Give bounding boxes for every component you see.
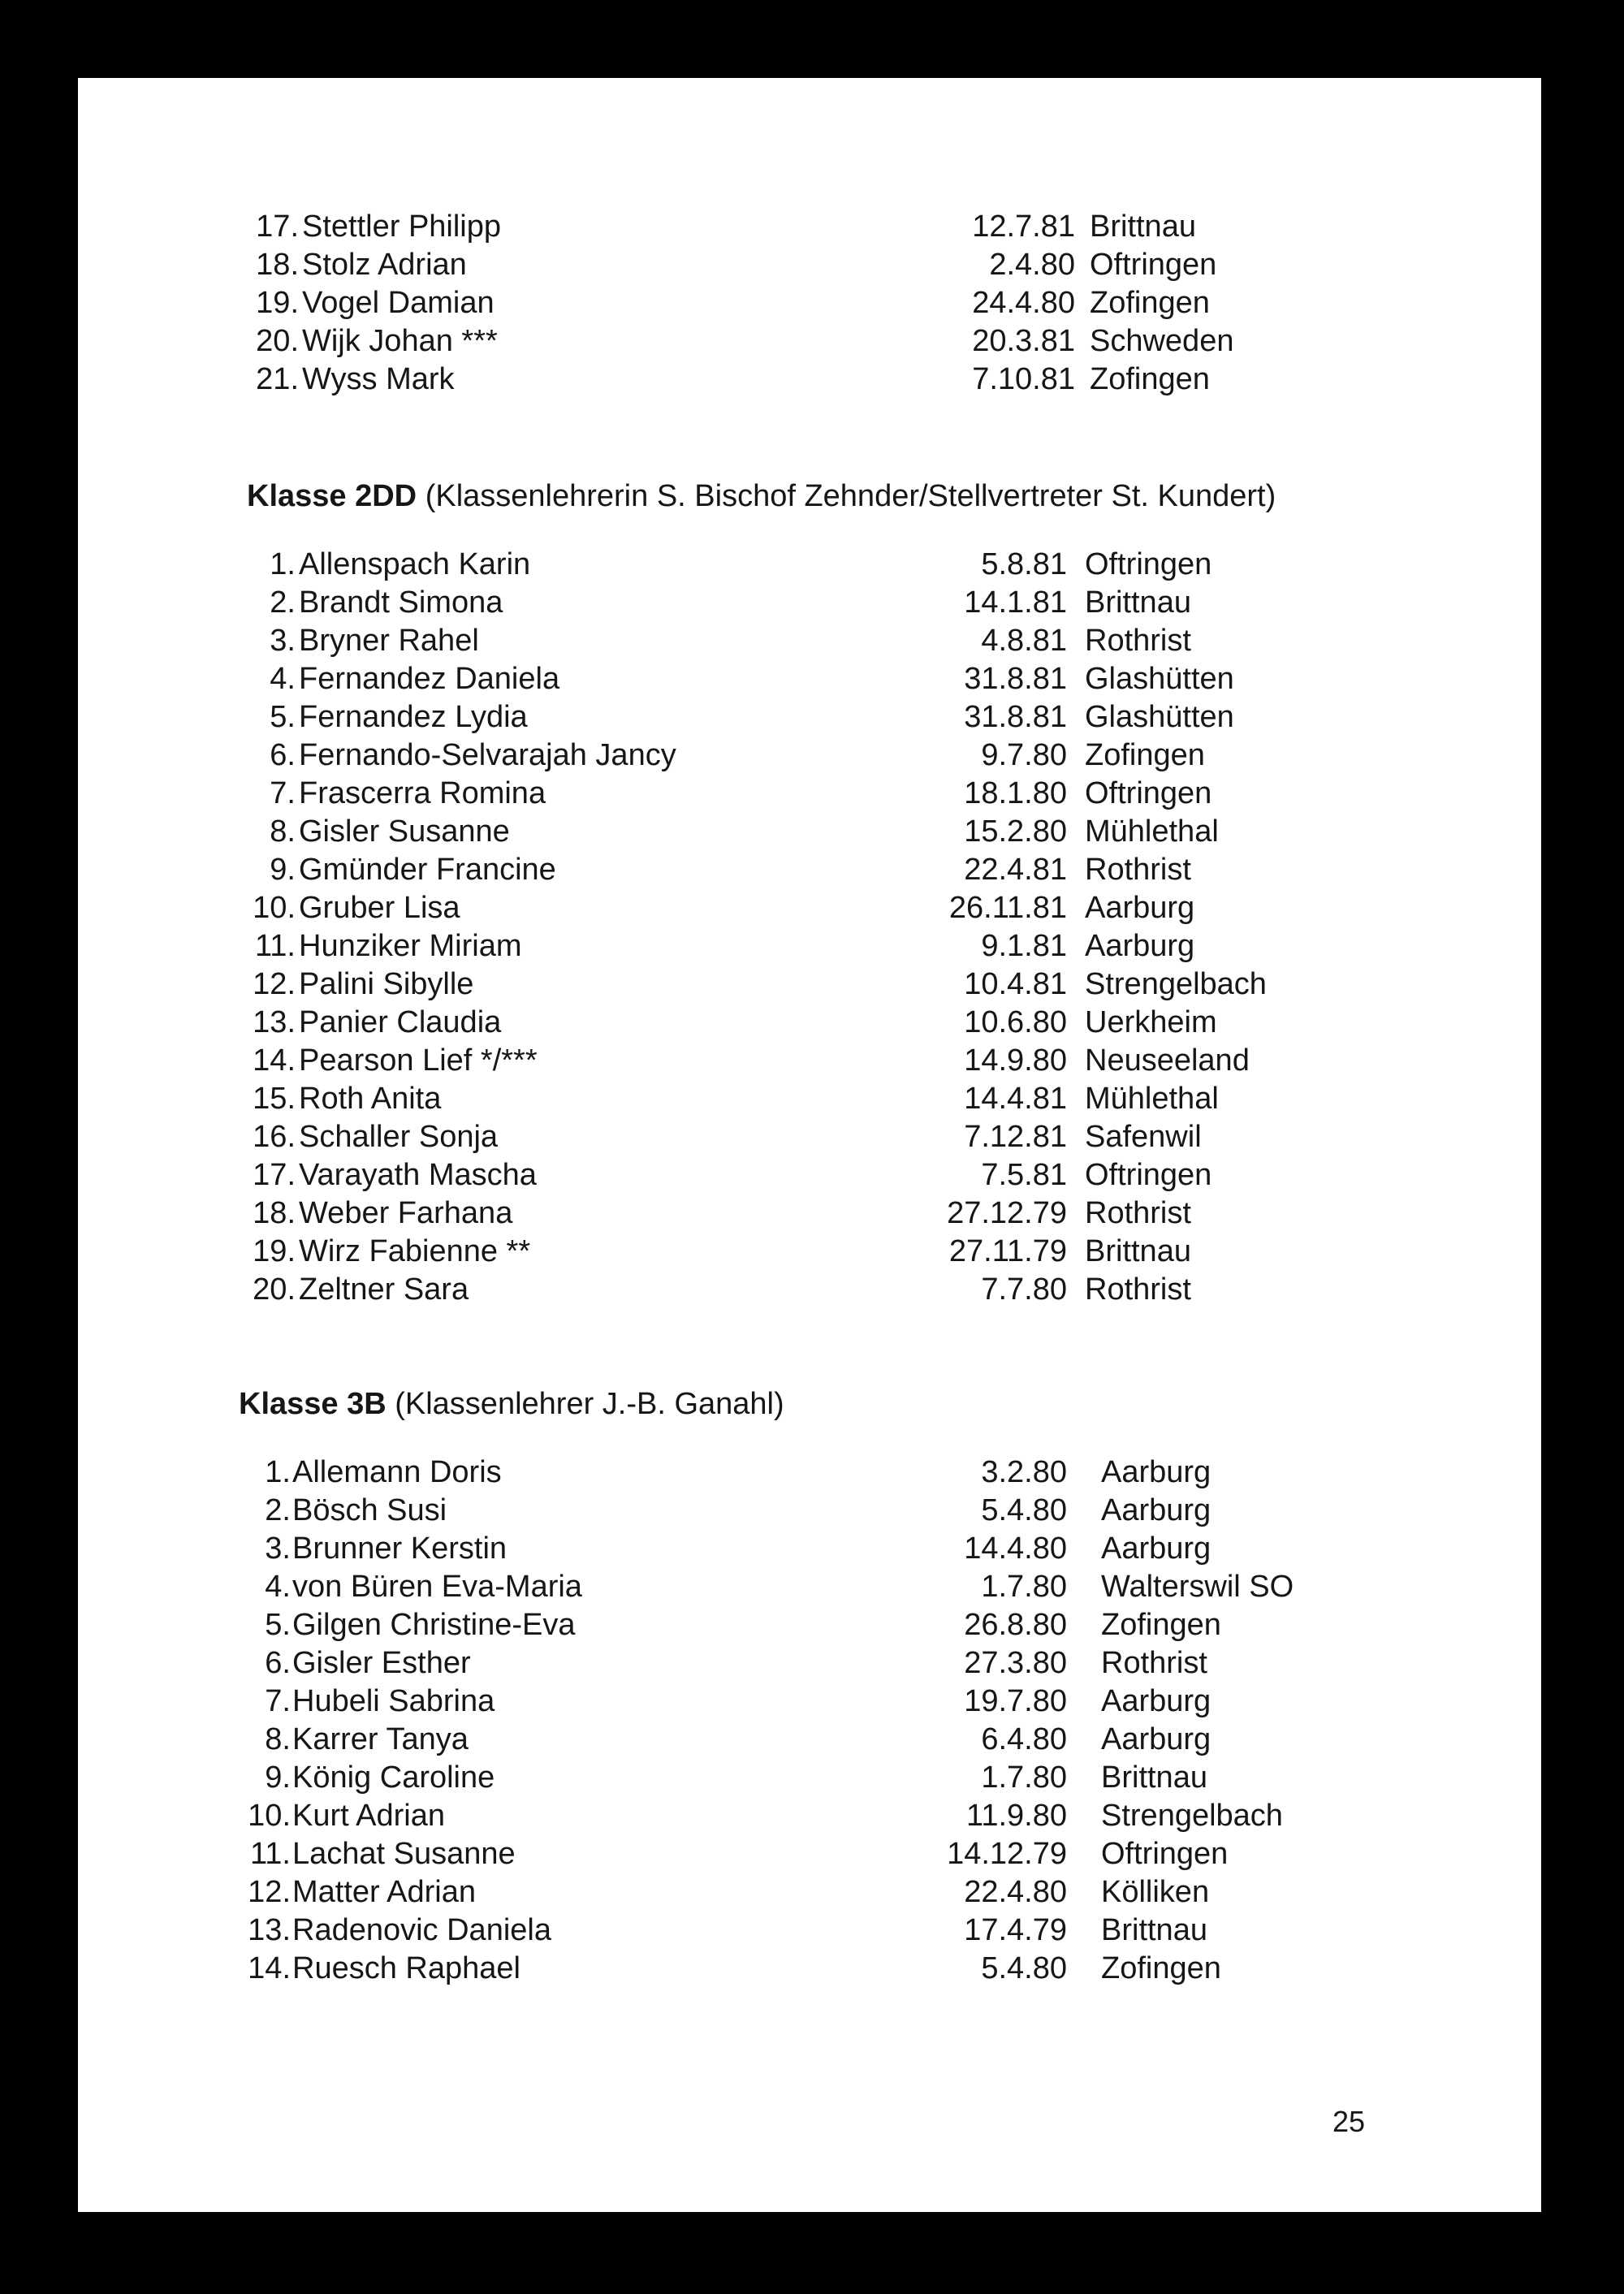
home-town: Strengelbach	[1085, 967, 1267, 1001]
home-town: Glashütten	[1085, 662, 1234, 696]
student-name: Fernandez Lydia	[299, 700, 528, 734]
student-number: 11.	[249, 1837, 291, 1871]
birth-date: 14.9.80	[964, 1043, 1067, 1078]
birth-date: 7.7.80	[981, 1272, 1067, 1307]
student-number: 8.	[270, 814, 296, 849]
student-number: 15.	[253, 1082, 296, 1116]
home-town: Brittnau	[1101, 1913, 1207, 1947]
birth-date: 14.4.81	[964, 1082, 1067, 1116]
student-row	[78, 1912, 1541, 1950]
student-row	[78, 1004, 1541, 1042]
class-3b-heading	[239, 1385, 784, 1423]
birth-date: 22.4.80	[964, 1875, 1067, 1909]
birth-date: 27.3.80	[964, 1646, 1067, 1680]
birth-date: 12.7.81	[972, 210, 1075, 244]
home-town: Rothrist	[1101, 1646, 1207, 1680]
home-town: Kölliken	[1101, 1875, 1210, 1909]
student-number: 12.	[248, 1875, 291, 1909]
student-number: 13.	[253, 1005, 296, 1039]
birth-date: 22.4.81	[964, 853, 1067, 887]
student-number: 16.	[253, 1120, 296, 1154]
class-3b-title: Klasse 3B	[239, 1387, 387, 1421]
home-town: Aarburg	[1101, 1493, 1212, 1527]
student-row	[78, 1721, 1541, 1759]
home-town: Rothrist	[1085, 1196, 1191, 1230]
birth-date: 9.1.81	[981, 929, 1067, 963]
home-town: Zofingen	[1090, 362, 1210, 396]
student-row	[78, 1492, 1541, 1530]
student-name: Stettler Philipp	[302, 210, 502, 244]
student-number: 17.	[253, 1158, 296, 1192]
home-town: Safenwil	[1085, 1120, 1202, 1154]
student-row	[78, 1156, 1541, 1195]
student-row	[78, 1759, 1541, 1797]
student-name: Gruber Lisa	[299, 891, 460, 925]
student-name: Varayath Mascha	[299, 1158, 537, 1192]
birth-date: 31.8.81	[964, 700, 1067, 734]
student-name: Frascerra Romina	[299, 776, 546, 810]
birth-date: 17.4.79	[964, 1913, 1067, 1947]
birth-date: 14.12.79	[947, 1837, 1067, 1871]
student-row	[78, 698, 1541, 737]
home-town: Aarburg	[1101, 1722, 1212, 1756]
birth-date: 26.8.80	[964, 1608, 1067, 1642]
student-name: Gmünder Francine	[299, 853, 556, 887]
home-town: Neuseeland	[1085, 1043, 1250, 1078]
student-number: 19.	[256, 286, 299, 320]
birth-date: 20.3.81	[972, 324, 1075, 358]
student-number: 9.	[265, 1760, 291, 1795]
birth-date: 6.4.80	[981, 1722, 1067, 1756]
student-row	[78, 322, 1541, 361]
student-number: 18.	[253, 1196, 296, 1230]
student-name: Hunziker Miriam	[299, 929, 522, 963]
student-row	[78, 246, 1541, 284]
student-number: 5.	[270, 700, 296, 734]
student-row	[78, 208, 1541, 246]
birth-date: 14.4.80	[964, 1531, 1067, 1566]
student-name: Schaller Sonja	[299, 1120, 499, 1154]
home-town: Brittnau	[1085, 1234, 1191, 1268]
birth-date: 18.1.80	[964, 776, 1067, 810]
home-town: Rothrist	[1085, 1272, 1191, 1307]
student-number: 5.	[265, 1608, 291, 1642]
student-number: 21.	[256, 362, 299, 396]
student-row	[78, 1080, 1541, 1118]
student-number: 10.	[253, 891, 296, 925]
home-town: Brittnau	[1101, 1760, 1207, 1795]
student-number: 1.	[265, 1455, 291, 1489]
student-number: 13.	[248, 1913, 291, 1947]
home-town: Walterswil SO	[1101, 1570, 1294, 1604]
student-row	[78, 1568, 1541, 1606]
student-number: 19.	[253, 1234, 296, 1268]
student-name: Gilgen Christine-Eva	[292, 1608, 576, 1642]
home-town: Aarburg	[1101, 1455, 1212, 1489]
birth-date: 1.7.80	[981, 1760, 1067, 1795]
student-row	[78, 1530, 1541, 1568]
student-row	[78, 889, 1541, 927]
home-town: Schweden	[1090, 324, 1234, 358]
student-number: 14.	[248, 1951, 291, 1985]
student-number: 2.	[265, 1493, 291, 1527]
birth-date: 31.8.81	[964, 662, 1067, 696]
student-name: Zeltner Sara	[299, 1272, 469, 1307]
home-town: Oftringen	[1085, 547, 1212, 581]
student-number: 14.	[253, 1043, 296, 1078]
student-name: Radenovic Daniela	[292, 1913, 551, 1947]
student-name: Ruesch Raphael	[292, 1951, 520, 1985]
student-name: Karrer Tanya	[292, 1722, 469, 1756]
birth-date: 14.1.81	[964, 585, 1067, 620]
home-town: Zofingen	[1101, 1951, 1221, 1985]
student-row	[78, 1873, 1541, 1912]
home-town: Zofingen	[1085, 738, 1205, 772]
student-name: Gisler Susanne	[299, 814, 510, 849]
student-name: Weber Farhana	[299, 1196, 513, 1230]
home-town: Strengelbach	[1101, 1799, 1283, 1833]
student-row	[78, 1271, 1541, 1309]
student-name: Brandt Simona	[299, 585, 503, 620]
student-name: Panier Claudia	[299, 1005, 502, 1039]
student-name: Allenspach Karin	[299, 547, 531, 581]
student-number: 20.	[253, 1272, 296, 1307]
birth-date: 7.5.81	[981, 1158, 1067, 1192]
birth-date: 7.10.81	[972, 362, 1075, 396]
student-number: 4.	[265, 1570, 291, 1604]
birth-date: 5.8.81	[981, 547, 1067, 581]
student-row	[78, 1118, 1541, 1156]
birth-date: 5.4.80	[981, 1493, 1067, 1527]
birth-date: 5.4.80	[981, 1951, 1067, 1985]
home-town: Brittnau	[1085, 585, 1191, 620]
student-number: 18.	[256, 248, 299, 282]
student-number: 17.	[256, 210, 299, 244]
birth-date: 10.6.80	[964, 1005, 1067, 1039]
student-name: Gisler Esther	[292, 1646, 471, 1680]
student-row	[78, 927, 1541, 966]
student-row	[78, 1195, 1541, 1233]
student-row	[78, 1835, 1541, 1873]
student-name: Allemann Doris	[292, 1455, 502, 1489]
class-2dd-teacher: (Klassenlehrerin S. Bischof Zehnder/Stellvertreter St. Kundert)	[425, 479, 1276, 513]
page-number: 25	[1332, 2105, 1366, 2138]
birth-date: 26.11.81	[948, 891, 1067, 925]
home-town: Aarburg	[1085, 929, 1195, 963]
student-number: 6.	[270, 738, 296, 772]
student-name: Lachat Susanne	[292, 1837, 516, 1871]
student-row	[78, 546, 1541, 584]
class-2dd-heading	[247, 477, 1276, 516]
student-name: Wyss Mark	[302, 362, 455, 396]
student-number: 1.	[270, 547, 296, 581]
class-3b-teacher: (Klassenlehrer J.-B. Ganahl)	[395, 1387, 784, 1421]
student-name: Stolz Adrian	[302, 248, 467, 282]
birth-date: 27.11.79	[948, 1234, 1067, 1268]
home-town: Glashütten	[1085, 700, 1234, 734]
student-number: 2.	[270, 585, 296, 620]
student-name: Palini Sibylle	[299, 967, 474, 1001]
student-name: Matter Adrian	[292, 1875, 476, 1909]
student-name: Fernandez Daniela	[299, 662, 560, 696]
home-town: Oftringen	[1101, 1837, 1229, 1871]
birth-date: 7.12.81	[964, 1120, 1067, 1154]
student-name: von Büren Eva-Maria	[292, 1570, 582, 1604]
student-name: Wirz Fabienne **	[299, 1234, 531, 1268]
student-row	[78, 584, 1541, 622]
home-town: Zofingen	[1101, 1608, 1221, 1642]
student-name: Bryner Rahel	[299, 624, 479, 658]
student-row	[78, 1606, 1541, 1644]
home-town: Rothrist	[1085, 853, 1191, 887]
home-town: Aarburg	[1101, 1531, 1212, 1566]
student-name: Kurt Adrian	[292, 1799, 445, 1833]
document-page	[78, 78, 1541, 2212]
birth-date: 24.4.80	[972, 286, 1075, 320]
student-name: Fernando-Selvarajah Jancy	[299, 738, 676, 772]
student-row	[78, 1233, 1541, 1271]
student-row	[78, 737, 1541, 775]
student-name: König Caroline	[292, 1760, 495, 1795]
student-number: 10.	[248, 1799, 291, 1833]
home-town: Mühlethal	[1085, 814, 1219, 849]
student-number: 8.	[265, 1722, 291, 1756]
home-town: Mühlethal	[1085, 1082, 1219, 1116]
student-name: Pearson Lief */***	[299, 1043, 538, 1078]
home-town: Uerkheim	[1085, 1005, 1217, 1039]
birth-date: 3.2.80	[981, 1455, 1067, 1489]
student-name: Bösch Susi	[292, 1493, 447, 1527]
home-town: Oftringen	[1090, 248, 1217, 282]
student-name: Roth Anita	[299, 1082, 442, 1116]
home-town: Rothrist	[1085, 624, 1191, 658]
birth-date: 9.7.80	[981, 738, 1067, 772]
student-row	[78, 284, 1541, 322]
student-row	[78, 1683, 1541, 1721]
birth-date: 2.4.80	[989, 248, 1075, 282]
student-number: 3.	[265, 1531, 291, 1566]
home-town: Aarburg	[1101, 1684, 1212, 1718]
student-number: 7.	[270, 776, 296, 810]
birth-date: 27.12.79	[947, 1196, 1067, 1230]
student-row	[78, 1042, 1541, 1080]
birth-date: 11.9.80	[966, 1799, 1067, 1833]
home-town: Aarburg	[1085, 891, 1195, 925]
student-row	[78, 1454, 1541, 1492]
student-row	[78, 1950, 1541, 1988]
student-number: 12.	[253, 967, 296, 1001]
home-town: Oftringen	[1085, 1158, 1212, 1192]
student-number: 4.	[270, 662, 296, 696]
student-number: 7.	[265, 1684, 291, 1718]
student-name: Vogel Damian	[302, 286, 495, 320]
home-town: Zofingen	[1090, 286, 1210, 320]
student-row	[78, 851, 1541, 889]
student-number: 6.	[265, 1646, 291, 1680]
home-town: Oftringen	[1085, 776, 1212, 810]
class-2dd-title: Klasse 2DD	[247, 479, 417, 513]
student-number: 20.	[256, 324, 299, 358]
student-row	[78, 1644, 1541, 1683]
home-town: Brittnau	[1090, 210, 1196, 244]
student-number: 9.	[270, 853, 296, 887]
student-number: 11.	[254, 929, 296, 963]
student-row	[78, 1797, 1541, 1835]
student-row	[78, 622, 1541, 660]
student-row	[78, 813, 1541, 851]
student-number: 3.	[270, 624, 296, 658]
birth-date: 19.7.80	[964, 1684, 1067, 1718]
student-row	[78, 966, 1541, 1004]
birth-date: 15.2.80	[964, 814, 1067, 849]
birth-date: 1.7.80	[981, 1570, 1067, 1604]
student-name: Hubeli Sabrina	[292, 1684, 495, 1718]
student-name: Wijk Johan ***	[302, 324, 498, 358]
student-name: Brunner Kerstin	[292, 1531, 508, 1566]
birth-date: 10.4.81	[964, 967, 1067, 1001]
birth-date: 4.8.81	[981, 624, 1067, 658]
student-row	[78, 660, 1541, 698]
student-row	[78, 361, 1541, 399]
student-row	[78, 775, 1541, 813]
